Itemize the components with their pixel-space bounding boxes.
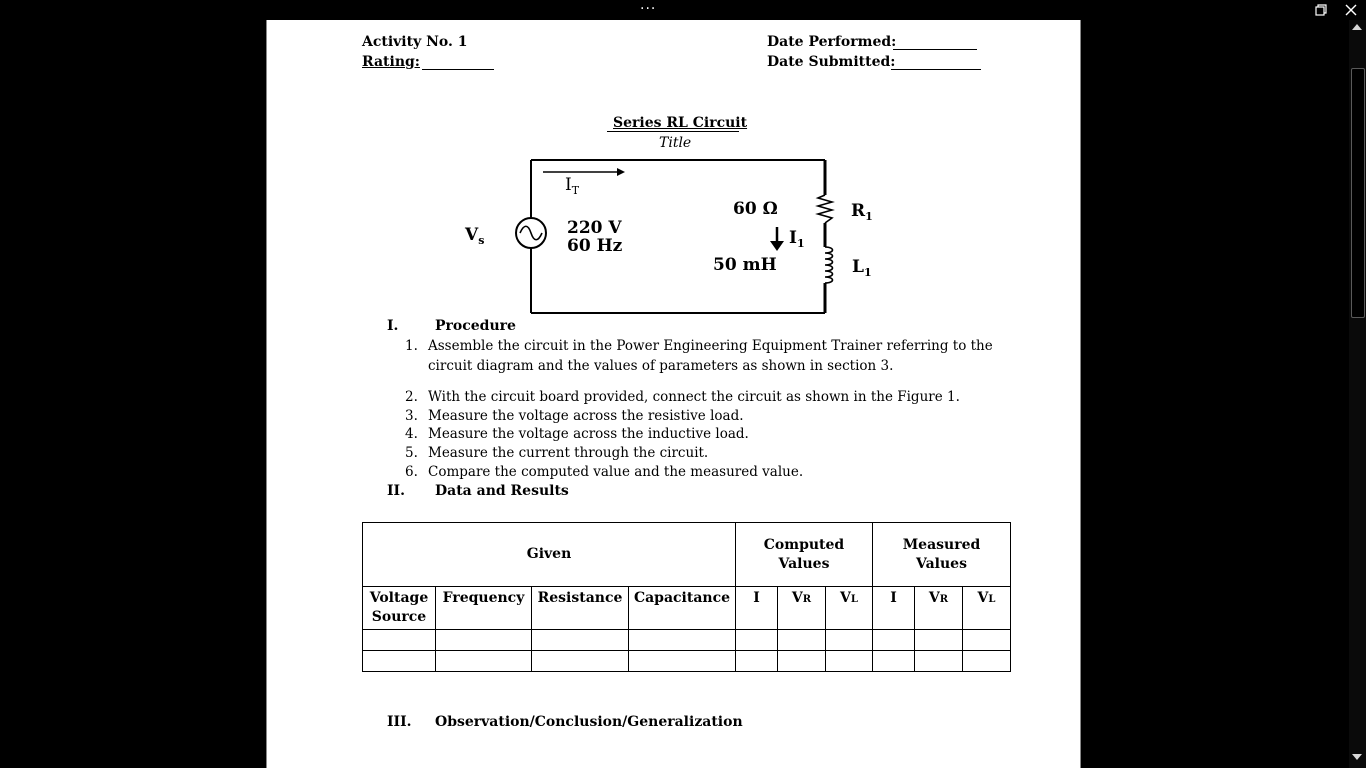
table-cell	[915, 630, 963, 651]
col-header-measured-current: I	[873, 587, 915, 630]
document-title: Series RL Circuit	[613, 115, 748, 131]
activity-number: Activity No. 1	[362, 34, 468, 50]
date-submitted-blank	[891, 69, 981, 70]
source-voltage-label: 220 V	[567, 218, 622, 238]
total-current-label: $I_T$	[565, 175, 580, 197]
step-number: 2.	[405, 389, 418, 405]
table-cell	[363, 630, 436, 651]
col-header-measured-vr: VR	[915, 587, 963, 630]
scroll-up-arrow-icon[interactable]	[1352, 24, 1362, 30]
step-text: Measure the voltage across the resistive load.	[428, 408, 744, 424]
scrollbar-thumb[interactable]	[1351, 68, 1365, 318]
table-row	[363, 630, 1011, 651]
table-cell	[826, 651, 873, 672]
restore-icon[interactable]	[1314, 3, 1328, 17]
table-cell	[963, 630, 1011, 651]
table-cell	[778, 630, 826, 651]
step-text: Measure the current through the circuit.	[428, 445, 709, 461]
scroll-down-arrow-icon[interactable]	[1352, 754, 1362, 760]
col-header-capacitance: Capacitance	[629, 587, 736, 630]
step-number: 5.	[405, 445, 418, 461]
date-performed-label: Date Performed:	[767, 34, 897, 50]
step-text-continued: circuit diagram and the values of parameters as shown in section 3.	[428, 358, 894, 374]
branch-current-label: $I_1$	[789, 228, 805, 250]
observation-numeral: III.	[387, 714, 412, 730]
col-header-voltage-source: Voltage Source	[363, 587, 436, 630]
date-performed-blank	[893, 49, 977, 50]
table-cell	[532, 651, 629, 672]
data-results-heading: Data and Results	[435, 483, 569, 499]
col-header-frequency: Frequency	[436, 587, 532, 630]
step-number: 6.	[405, 464, 418, 480]
window-title-bar	[0, 0, 1366, 20]
table-cell	[963, 651, 1011, 672]
table-cell	[873, 630, 915, 651]
table-cell	[736, 630, 778, 651]
table-cell	[873, 651, 915, 672]
source-label: $V_s$	[465, 225, 485, 247]
inductor-label: $L_1$	[852, 257, 872, 279]
step-text: Assemble the circuit in the Power Engineering Equipment Trainer referring to the	[428, 338, 993, 354]
step-text: Compare the computed value and the measured value.	[428, 464, 804, 480]
col-header-measured-vl: VL	[963, 587, 1011, 630]
step-text: Measure the voltage across the inductive load.	[428, 426, 749, 442]
rating-label-text: Rating:	[362, 54, 420, 70]
col-header-resistance: Resistance	[532, 587, 629, 630]
data-results-numeral: II.	[387, 483, 405, 499]
step-number: 4.	[405, 426, 418, 442]
rating-blank	[422, 69, 494, 70]
given-group-header: Given	[363, 523, 736, 587]
resistor-label: $R_1$	[851, 201, 873, 223]
procedure-heading: Procedure	[435, 318, 516, 334]
table-cell	[629, 630, 736, 651]
resistance-value-label: 60 Ω	[733, 199, 778, 219]
rl-circuit-diagram	[457, 155, 897, 315]
observation-heading: Observation/Conclusion/Generalization	[435, 714, 743, 730]
table-cell	[436, 651, 532, 672]
date-submitted-label: Date Submitted:	[767, 54, 896, 70]
table-cell	[778, 651, 826, 672]
more-options-icon[interactable]: ···	[640, 1, 657, 17]
procedure-numeral: I.	[387, 318, 399, 334]
measured-group-header: Measured Values	[873, 523, 1011, 587]
title-caption: Title	[659, 135, 692, 151]
close-icon[interactable]	[1344, 3, 1358, 17]
table-cell	[436, 630, 532, 651]
table-cell	[826, 630, 873, 651]
step-number: 3.	[405, 408, 418, 424]
table-row	[363, 651, 1011, 672]
rating-label	[362, 54, 420, 71]
data-results-table	[362, 522, 1011, 672]
table-group-header-row	[363, 523, 1011, 587]
source-frequency-label: 60 Hz	[567, 236, 623, 256]
table-column-header-row	[363, 587, 1011, 630]
inductance-value-label: 50 mH	[713, 255, 777, 275]
col-header-computed-current: I	[736, 587, 778, 630]
table-cell	[532, 630, 629, 651]
title-underline	[607, 131, 739, 132]
table-cell	[629, 651, 736, 672]
document-page	[266, 20, 1081, 768]
table-cell	[363, 651, 436, 672]
step-text: With the circuit board provided, connect the circuit as shown in the Figure 1.	[428, 389, 960, 405]
col-header-computed-vr: VR	[778, 587, 826, 630]
table-cell	[736, 651, 778, 672]
table-cell	[915, 651, 963, 672]
col-header-computed-vl: VL	[826, 587, 873, 630]
computed-group-header: Computed Values	[736, 523, 873, 587]
step-number: 1.	[405, 338, 418, 354]
